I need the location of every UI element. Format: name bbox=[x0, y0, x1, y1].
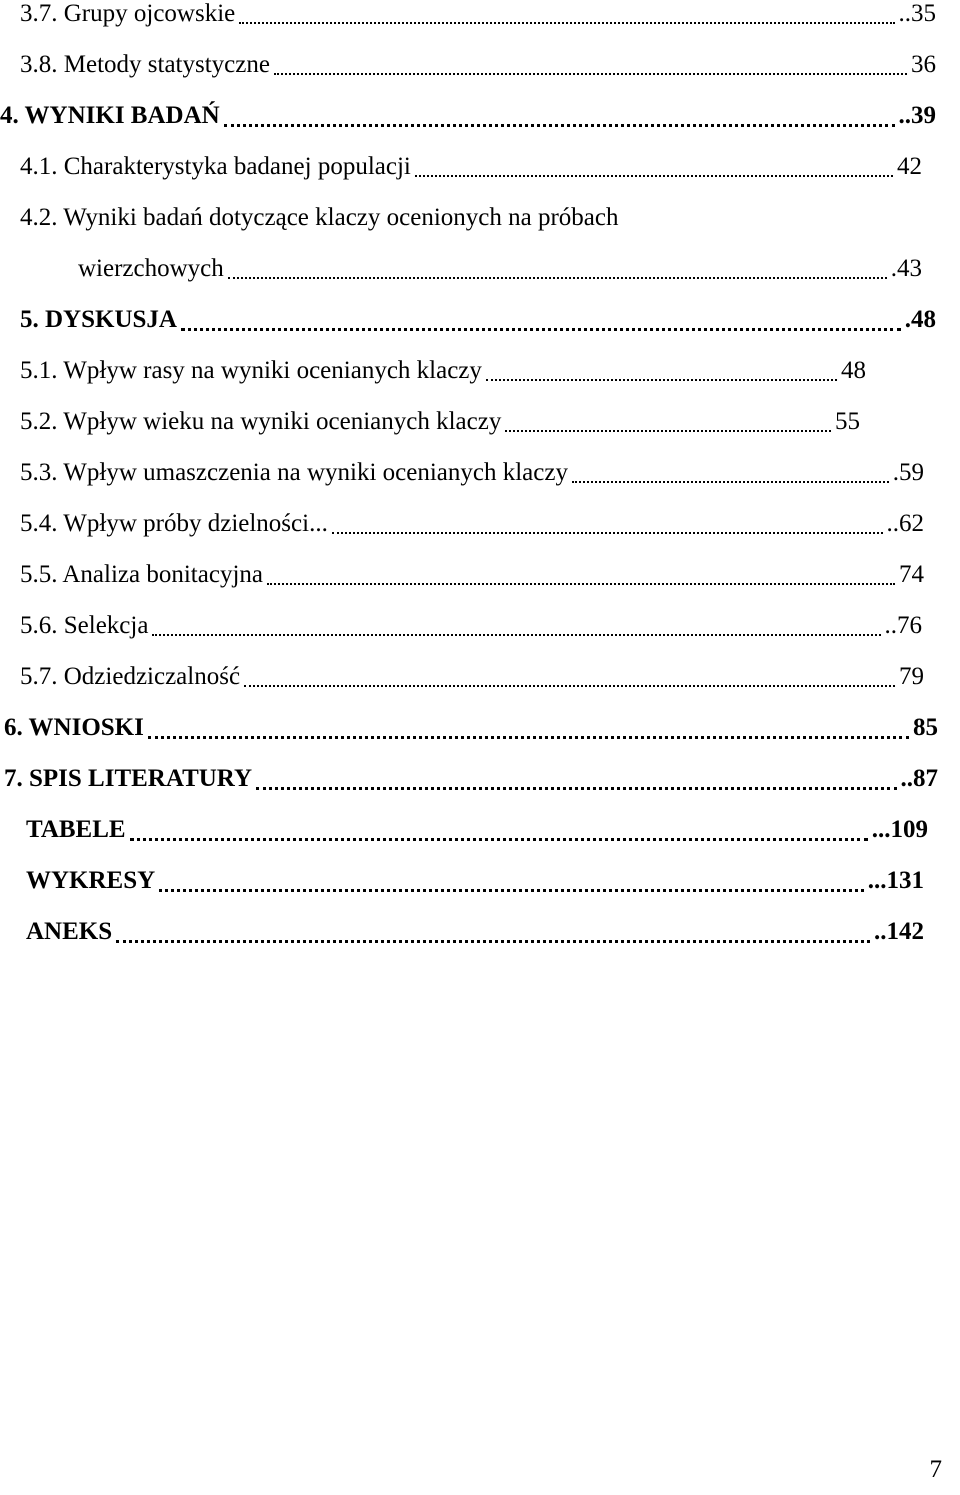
toc-leader bbox=[244, 657, 895, 697]
toc-entry-title-continuation: wierzchowych bbox=[78, 255, 224, 282]
toc-entry-page: 48 bbox=[841, 357, 866, 384]
toc-entry-title: ANEKS bbox=[26, 918, 113, 945]
toc-entry-page: 55 bbox=[835, 408, 860, 435]
toc-entry bbox=[20, 402, 860, 442]
toc-entry-title: 5.4. Wpływ próby dzielności... bbox=[20, 510, 328, 537]
toc-leader bbox=[572, 453, 889, 493]
toc-entry bbox=[20, 504, 924, 544]
toc-entry bbox=[20, 0, 936, 34]
toc-entry bbox=[20, 606, 922, 646]
toc-entry bbox=[20, 45, 936, 85]
toc-entry-title: 5.6. Selekcja bbox=[20, 612, 149, 639]
toc-entry bbox=[20, 300, 936, 340]
toc-entry-continuation bbox=[78, 249, 922, 289]
toc-entry-title: 5.7. Odziedziczalność bbox=[20, 663, 241, 690]
toc-entry-title: 3.8. Metody statystyczne bbox=[20, 51, 270, 78]
toc-entry-title: 4. WYNIKI BADAŃ bbox=[0, 102, 220, 129]
toc-entry-page: .48 bbox=[904, 306, 936, 333]
toc-entry bbox=[20, 147, 922, 187]
toc-entry-page: 42 bbox=[897, 153, 922, 180]
toc-entry bbox=[0, 96, 936, 136]
toc-leader bbox=[159, 861, 864, 901]
toc-entry-title: 5.3. Wpływ umaszczenia na wyniki ocenianych klaczy bbox=[20, 459, 568, 486]
toc-entry-title: 6. WNIOSKI bbox=[4, 714, 144, 741]
toc-entry bbox=[4, 708, 938, 748]
toc-entry-page: ..76 bbox=[884, 612, 922, 639]
toc-leader bbox=[116, 912, 870, 952]
toc-entry-page: ..142 bbox=[874, 918, 924, 945]
toc-entry-page: ...131 bbox=[867, 867, 924, 894]
toc-entry-title: 5.5. Analiza bonitacyjna bbox=[20, 561, 263, 588]
toc-entry bbox=[20, 351, 866, 391]
toc-entry bbox=[20, 453, 924, 493]
toc-entry-title: 5. DYSKUSJA bbox=[20, 306, 177, 333]
toc-entry-page: 74 bbox=[899, 561, 924, 588]
toc-leader bbox=[239, 0, 894, 34]
toc-leader bbox=[332, 504, 883, 544]
toc-leader bbox=[415, 147, 893, 187]
toc-entry-page: ..35 bbox=[898, 0, 936, 27]
toc-leader bbox=[256, 759, 896, 799]
toc-entry-page: ..39 bbox=[898, 102, 936, 129]
toc-entry-page: ..62 bbox=[886, 510, 924, 537]
toc-entry-page: .43 bbox=[890, 255, 922, 282]
toc-leader bbox=[148, 708, 909, 748]
toc-entry bbox=[26, 912, 924, 952]
toc-entry-title: 3.7. Grupy ojcowskie bbox=[20, 0, 236, 27]
toc-entry-title: 4.2. Wyniki badań dotyczące klaczy ocenionych na próbach bbox=[20, 204, 619, 231]
toc-entry bbox=[20, 555, 924, 595]
toc-entry bbox=[26, 861, 924, 901]
toc-entry bbox=[20, 657, 924, 697]
toc-entry bbox=[4, 759, 938, 799]
toc-leader bbox=[181, 300, 901, 340]
toc-entry-title: 4.1. Charakterystyka badanej populacji bbox=[20, 153, 411, 180]
toc-leader bbox=[228, 249, 887, 289]
toc-entry-page: .59 bbox=[892, 459, 924, 486]
toc-leader bbox=[486, 351, 837, 391]
toc-entry-page: 85 bbox=[913, 714, 938, 741]
toc-leader bbox=[267, 555, 895, 595]
toc-entry-page: 36 bbox=[911, 51, 936, 78]
toc-leader bbox=[152, 606, 880, 646]
toc-entry-page: ..87 bbox=[900, 765, 938, 792]
toc-entry-title: 7. SPIS LITERATURY bbox=[4, 765, 253, 792]
toc-entry bbox=[20, 198, 922, 238]
toc-leader bbox=[130, 810, 868, 850]
toc-leader bbox=[274, 45, 907, 85]
toc-entry-title: WYKRESY bbox=[26, 867, 156, 894]
toc-entry-title: 5.2. Wpływ wieku na wyniki ocenianych klaczy bbox=[20, 408, 502, 435]
toc-entry-page: 79 bbox=[899, 663, 924, 690]
toc-entry-title: TABELE bbox=[26, 816, 126, 843]
toc-entry-page: ...109 bbox=[871, 816, 928, 843]
toc-entry bbox=[26, 810, 928, 850]
page-number: 7 bbox=[929, 1456, 942, 1483]
toc-entry-title: 5.1. Wpływ rasy na wyniki ocenianych klaczy bbox=[20, 357, 482, 384]
toc-leader bbox=[505, 402, 831, 442]
toc-leader bbox=[224, 96, 895, 136]
